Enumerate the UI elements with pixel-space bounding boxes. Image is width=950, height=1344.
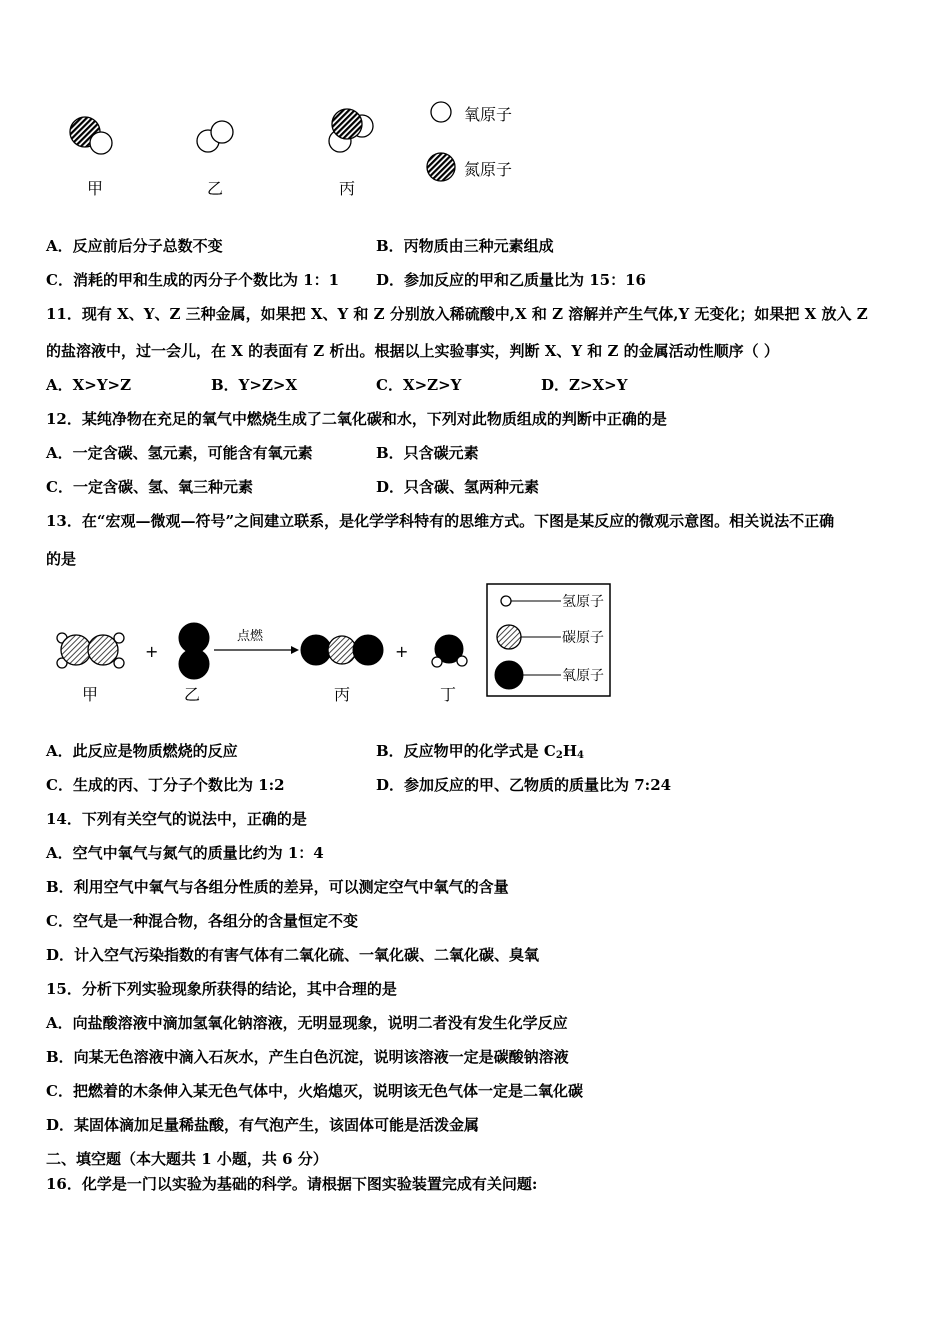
q12-option-c: C．一定含碳、氢、氧三种元素: [46, 478, 253, 496]
q10-option-a: A．反应前后分子总数不变: [46, 237, 223, 255]
legend-hydrogen-icon: [501, 596, 561, 606]
q16-stem: 16．化学是一门以实验为基础的科学。请根据下图实验装置完成有关问题:: [46, 1175, 538, 1193]
q11-option-c: C．X>Z>Y: [376, 376, 462, 394]
label-bing: 丙: [334, 685, 351, 704]
legend-nitrogen-label: 氮原子: [464, 160, 513, 179]
q14-option-d: D．计入空气污染指数的有害气体有二氧化硫、一氧化碳、二氧化碳、臭氧: [46, 946, 540, 964]
q14-option-c: C．空气是一种混合物，各组分的含量恒定不变: [46, 912, 358, 930]
q13-option-a: A．此反应是物质燃烧的反应: [46, 742, 238, 760]
label-yi: 乙: [207, 179, 224, 198]
q13-option-b-sub1: 2: [555, 750, 563, 761]
molecule-yi: [197, 121, 233, 152]
plus-sign-1: +: [145, 642, 159, 661]
label-jia: 甲: [87, 179, 104, 198]
q13-option-b: [376, 741, 584, 766]
q11-stem-line2: 的盐溶液中，过一会儿，在 X 的表面有 Z 析出。根据以上实验事实，判断 X、Y 和 Z 的金属活动性顺序（ ）: [46, 342, 779, 360]
q14-stem: 14．下列有关空气的说法中，正确的是: [46, 810, 307, 828]
q13-option-d: D．参加反应的甲、乙物质的质量比为 7:24: [376, 776, 672, 794]
q10-option-d: D．参加反应的甲和乙质量比为 15：16: [376, 271, 646, 289]
label-ding: 丁: [440, 685, 457, 704]
molecule-o2: [179, 623, 209, 679]
q15-option-a: A．向盐酸溶液中滴加氢氧化钠溶液，无明显现象，说明二者没有发生化学反应: [46, 1014, 568, 1032]
molecule-bing: [329, 109, 373, 152]
reaction-condition: 点燃: [237, 629, 264, 644]
q11-option-d: D．Z>X>Y: [541, 376, 628, 394]
legend-carbon-icon: [497, 625, 561, 649]
legend-oxygen-label: 氧原子: [464, 105, 513, 124]
q13-option-c: C．生成的丙、丁分子个数比为 1:2: [46, 776, 285, 794]
legend-oxygen-label: 氧原子: [562, 668, 604, 684]
q10-option-b: B．丙物质由三种元素组成: [376, 237, 554, 255]
q12-stem: 12．某纯净物在充足的氧气中燃烧生成了二氧化碳和水，下列对此物质组成的判断中正确的是: [46, 410, 667, 428]
molecule-h2o: [432, 635, 467, 667]
q15-option-c: C．把燃着的木条伸入某无色气体中，火焰熄灭，说明该无色气体一定是二氧化碳: [46, 1082, 583, 1100]
figure-molecules-q10: [0, 90, 600, 210]
label-jia: 甲: [82, 685, 99, 704]
legend-nitrogen-icon: [427, 153, 455, 181]
figure-reaction-q13: [0, 580, 620, 705]
q11-stem-line1: 11．现有 X、Y、Z 三种金属，如果把 X、Y 和 Z 分别放入稀硫酸中,X 和 Z 溶解并产生气体,Y 无变化；如果把 X 放入 Z: [46, 305, 868, 323]
legend-oxygen-icon: [495, 661, 561, 689]
legend-oxygen-icon: [431, 102, 451, 122]
q13-stem-line2: 的是: [46, 550, 77, 568]
q12-option-a: A．一定含碳、氢元素，可能含有氧元素: [46, 444, 313, 462]
q15-option-d: D．某固体滴加足量稀盐酸，有气泡产生，该固体可能是活泼金属: [46, 1116, 480, 1134]
q11-option-a: A．X>Y>Z: [46, 376, 132, 394]
q14-option-a: A．空气中氧气与氮气的质量比约为 1：4: [46, 844, 324, 862]
molecule-c2h4: [57, 633, 124, 668]
q12-option-b: B．只含碳元素: [376, 444, 479, 462]
q13-stem-line1: 13．在“宏观—微观—符号”之间建立联系，是化学学科特有的思维方式。下图是某反应的微观示意图。相关说法不正确: [46, 512, 835, 530]
label-yi: 乙: [184, 685, 201, 704]
reaction-arrow: [214, 646, 299, 654]
q14-option-b: B．利用空气中氧气与各组分性质的差异，可以测定空气中氧气的含量: [46, 878, 509, 896]
q13-option-b-sub2: 4: [577, 750, 584, 761]
legend-carbon-label: 碳原子: [562, 630, 604, 646]
section-heading: 二、填空题（本大题共 1 小题，共 6 分）: [46, 1150, 328, 1168]
label-bing: 丙: [339, 179, 356, 198]
q15-option-b: B．向某无色溶液中滴入石灰水，产生白色沉淀，说明该溶液一定是碳酸钠溶液: [46, 1048, 569, 1066]
q13-option-b-prefix: B．反应物甲的化学式是 C: [376, 742, 556, 760]
q11-option-b: B．Y>Z>X: [211, 376, 298, 394]
q15-stem: 15．分析下列实验现象所获得的结论，其中合理的是: [46, 980, 397, 998]
molecule-jia: [70, 117, 112, 154]
legend-hydrogen-label: 氢原子: [562, 594, 604, 610]
q13-option-b-mid: H: [562, 742, 577, 760]
q10-option-c: C．消耗的甲和生成的丙分子个数比为 1：1: [46, 271, 340, 289]
plus-sign-2: +: [395, 642, 409, 661]
q12-option-d: D．只含碳、氢两种元素: [376, 478, 540, 496]
molecule-co2: [301, 635, 383, 665]
